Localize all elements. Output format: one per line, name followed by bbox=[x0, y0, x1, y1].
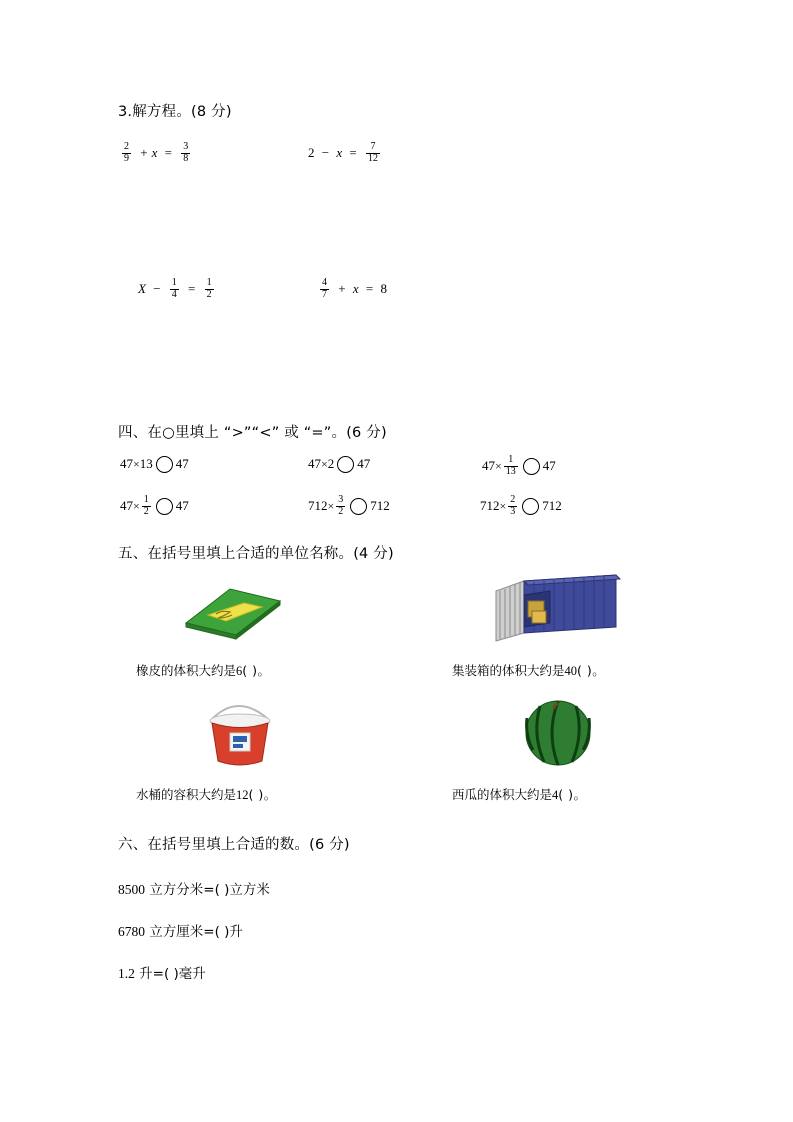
equation-3 bbox=[138, 279, 216, 301]
answer-blank[interactable]: ( )。 bbox=[242, 663, 271, 678]
equation-1 bbox=[120, 143, 192, 165]
compare-item: 712× $\frac{3}{2}$ 712 bbox=[308, 494, 390, 517]
fraction: $\frac{2}{9}$ bbox=[124, 141, 129, 164]
equals-sign: = bbox=[349, 144, 357, 160]
minus-sign: − bbox=[153, 280, 161, 296]
variable: X bbox=[138, 280, 146, 296]
answer-circle[interactable] bbox=[156, 456, 173, 473]
equation-4 bbox=[318, 279, 387, 301]
variable: x bbox=[151, 144, 158, 160]
fraction: $\frac{1}{4}$ bbox=[171, 277, 177, 300]
section-3-title: 3.解方程。(8 分) bbox=[118, 104, 232, 120]
shipping-container-icon bbox=[488, 571, 628, 647]
fraction: $\frac{1}{2}$ bbox=[206, 277, 212, 300]
answer-circle[interactable] bbox=[337, 456, 354, 473]
equals-sign: = bbox=[164, 144, 172, 160]
compare-item: 47×2 47 bbox=[308, 456, 371, 471]
times-sign: × bbox=[133, 457, 140, 471]
fraction: $\frac{2}{3}$ bbox=[510, 494, 516, 517]
bucket-caption: 水桶的容积大约是12( )。 bbox=[136, 787, 277, 802]
section-5-title: 五、在括号里填上合适的单位名称。(4 分) bbox=[118, 546, 394, 562]
unit-conversion-line: 6780 立方厘米=( )升 bbox=[118, 924, 243, 940]
whole-number: 8 bbox=[380, 280, 387, 296]
plus-sign: + bbox=[140, 144, 148, 160]
container-caption: 集装箱的体积大约是40( )。 bbox=[452, 663, 606, 678]
whole-number: 2 bbox=[308, 144, 315, 160]
compare-item: 47×13 47 bbox=[120, 456, 189, 471]
bucket-icon bbox=[196, 697, 288, 769]
section-4-title: 四、在○里填上 “>”“<” 或 “=”。(6 分) bbox=[118, 425, 387, 441]
answer-blank[interactable]: ( )。 bbox=[248, 787, 277, 802]
equation-row-1 bbox=[118, 135, 678, 187]
answer-circle[interactable] bbox=[523, 458, 540, 475]
eraser-icon bbox=[178, 579, 288, 641]
compare-row-1 bbox=[118, 456, 678, 484]
eraser-caption: 橡皮的体积大约是6( )。 bbox=[136, 663, 271, 678]
times-sign: × bbox=[499, 498, 507, 513]
fraction: $\frac{3}{2}$ bbox=[338, 494, 344, 517]
answer-blank[interactable]: 立方厘米=( )升 bbox=[149, 924, 243, 940]
plus-sign: + bbox=[338, 280, 346, 296]
section-5-pictures bbox=[118, 569, 678, 819]
compare-item: 47× $\frac{1}{13}$ 47 bbox=[482, 454, 556, 477]
answer-blank[interactable]: ( )。 bbox=[558, 787, 587, 802]
worksheet-content bbox=[118, 100, 678, 1004]
answer-blank[interactable]: ( )。 bbox=[577, 663, 606, 678]
answer-circle[interactable] bbox=[156, 498, 173, 515]
answer-blank[interactable]: 立方分米=( )立方米 bbox=[149, 882, 270, 898]
unit-conversion-line: 1.2 升=( )毫升 bbox=[118, 966, 206, 982]
answer-circle[interactable] bbox=[350, 498, 367, 515]
times-sign: × bbox=[321, 457, 328, 471]
compare-item: 47× $\frac{1}{2}$ 47 bbox=[120, 494, 189, 517]
fraction: $\frac{3}{8}$ bbox=[183, 141, 189, 164]
equals-sign: = bbox=[188, 280, 196, 296]
equation-row-2 bbox=[118, 271, 678, 323]
times-sign: × bbox=[495, 458, 502, 473]
times-sign: × bbox=[327, 498, 335, 513]
unit-conversion-line: 8500 立方分米=( )立方米 bbox=[118, 882, 270, 898]
equals-sign: = bbox=[365, 280, 374, 296]
fraction: $\frac{7}{12}$ bbox=[367, 141, 378, 164]
compare-item: 712× $\frac{2}{3}$ 712 bbox=[480, 494, 562, 517]
minus-sign: − bbox=[321, 144, 330, 160]
section-6-title: 六、在括号里填上合适的数。(6 分) bbox=[118, 837, 350, 853]
watermelon-caption: 西瓜的体积大约是4( )。 bbox=[452, 787, 587, 802]
compare-row-2 bbox=[118, 496, 678, 524]
answer-blank[interactable]: 升=( )毫升 bbox=[139, 966, 206, 982]
fraction: $\frac{1}{2}$ bbox=[143, 494, 149, 517]
variable: x bbox=[336, 144, 343, 160]
equation-2 bbox=[308, 143, 382, 165]
answer-circle[interactable] bbox=[522, 498, 539, 515]
variable: x bbox=[352, 280, 359, 296]
times-sign: × bbox=[133, 498, 140, 513]
fraction: $\frac{1}{13}$ bbox=[505, 454, 516, 477]
watermelon-icon bbox=[518, 697, 598, 769]
fraction: $\frac{4}{7}$ bbox=[322, 277, 327, 300]
